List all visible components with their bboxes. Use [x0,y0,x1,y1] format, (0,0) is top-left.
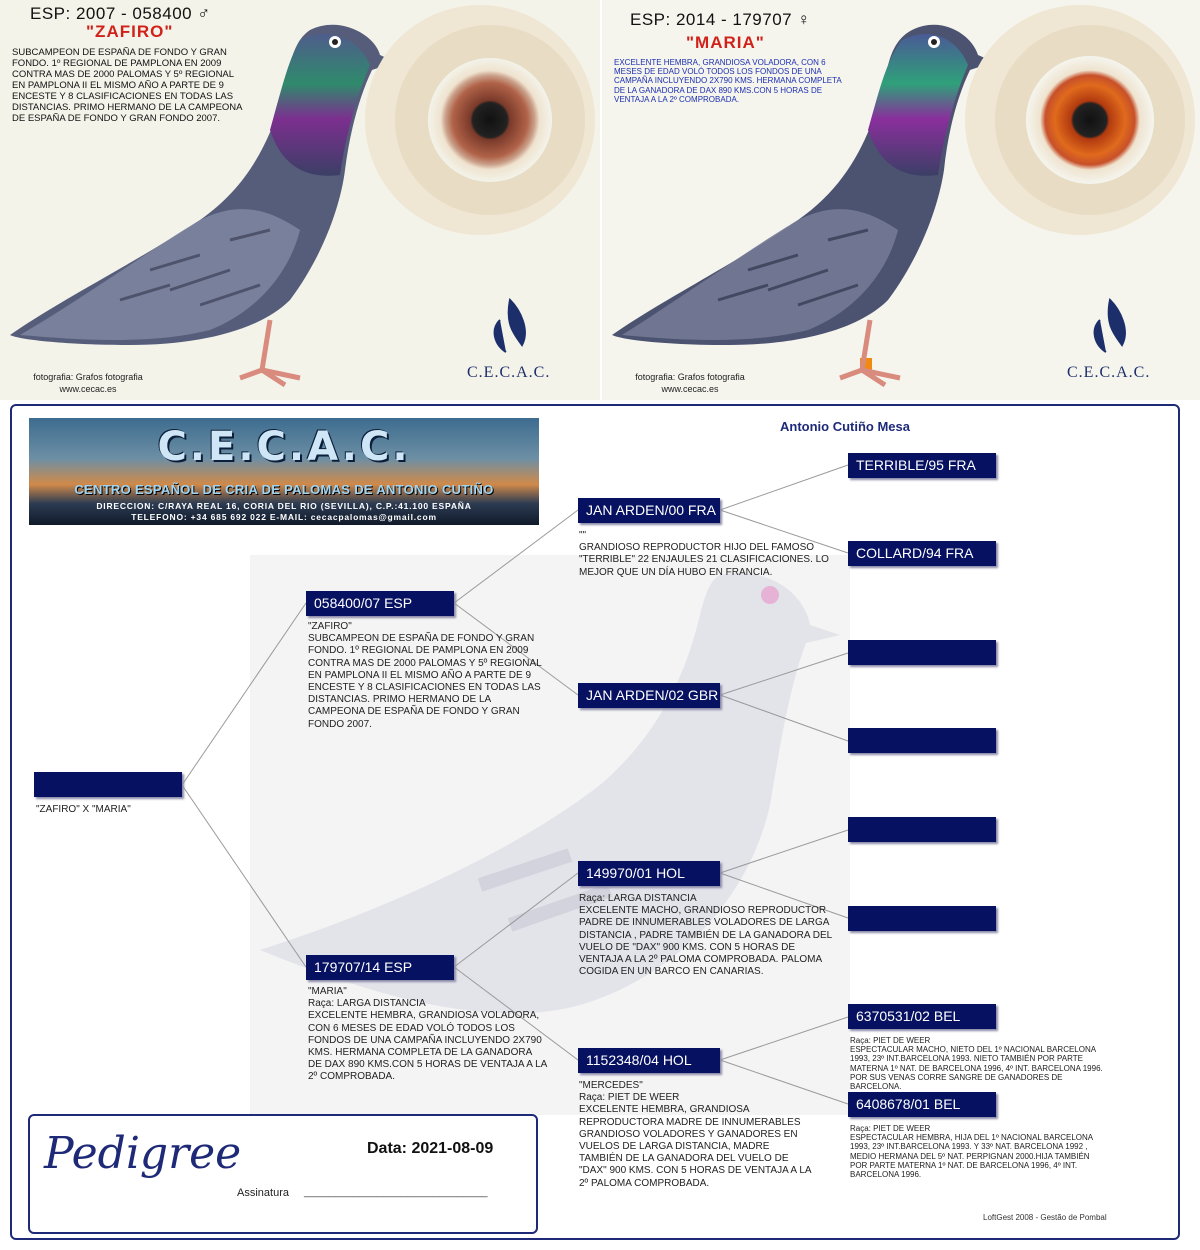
banner-address: DIRECCION: C/RAYA REAL 16, CORIA DEL RIO (SEVILLA), C.P.:41.100 ESPAÑA [96,501,472,511]
dam-dam-ring-box[interactable]: 1152348/04 HOL [578,1048,720,1073]
website-text: www.cecac.es [661,384,719,394]
zafiro-ring-number: ESP: 2007 - 058400 ♂ [30,4,211,23]
sire-dam-sire-ring-box[interactable] [848,640,996,665]
banner-title: C.E.C.A.C. [157,424,411,470]
dam-dam-description: "MERCEDES" Raça: PIET DE WEER EXCELENTE HEMBRA, GRANDIOSA REPRODUCTORA MADRE DE INNUMERABLES GRANDIOSO VOLADORES Y GANADORES EN VUELOS DE LARGA DISTANCIA, MADRE TAMBIÉN DE LA GANADORA DEL VUELO DE "DAX" 900 KMS. CON 5 HORAS DE VENTAJA A LA 2º PALOMA COMPROBADA. [579,1080,811,1189]
banner-subtitle: CENTRO ESPAÑOL DE CRIA DE PALOMAS DE ANTONIO CUTIÑO [74,482,494,497]
sire-sire-sire-ring-box[interactable]: TERRIBLE/95 FRA [848,453,996,478]
photo-credit-text: fotografia: Grafos fotografia [635,372,745,382]
sire-dam-dam-ring-box[interactable] [848,728,996,753]
signature-label: Assinatura [237,1187,289,1199]
dam-dam-dam-description: Raça: PIET DE WEER ESPECTACULAR HEMBRA, HIJA DEL 1º NACIONAL BARCELONA 1993, 23º INT.BARCELONA 1993. Y 33º NAT. BARCELONA 1992 , MEDIO HERMANA DEL 5º NAT. PERPIGNAN 2000.HIJA TAMBIÉN POR PARTE MATERNA 1º NAT. DE BARCELONA 1996, 4º INT. BARCELONA 1996. [850,1124,1093,1180]
maria-description: EXCELENTE HEMBRA, GRANDIOSA VOLADORA, CON 6 MESES DE EDAD VOLÓ TODOS LOS FONDOS DE UNA CAMPAÑA INCLUYENDO 2X790 KMS. HERMANA COMPLETA DE LA GANADORA DE DAX 890 KMS.CON 5 HORAS DE VENTAJA A LA 2º COMPROBADA. [614,58,842,104]
dam-sire-dam-ring-box[interactable] [848,906,996,931]
dam-dam-sire-description: Raça: PIET DE WEER ESPECTACULAR MACHO, NIETO DEL 1º NACIONAL BARCELONA 1993, 23º INT.BARCELONA 1993. NIETO TAMBIÉN POR PARTE MATERNA 1º NAT. DE BARCELONA 1996, 4º INT. BARCELONA 1996. POR SUS VENAS CORRE SANGRE DE GANADORES DE BARCELONA. [850,1036,1103,1092]
photo-credit-text: fotografia: Grafos fotografia [33,372,143,382]
dam-ring-box[interactable]: 179707/14 ESP [306,955,454,980]
dam-dam-dam-ring-box[interactable]: 6408678/01 BEL [848,1092,996,1117]
sire-sire-dam-ring-box[interactable]: COLLARD/94 FRA [848,541,996,566]
cecac-logo: C.E.C.A.C. [1067,364,1151,381]
dam-dam-sire-ring-box[interactable]: 6370531/02 BEL [848,1004,996,1029]
website-text: www.cecac.es [59,384,117,394]
sire-dam-ring-box[interactable]: JAN ARDEN/02 GBR [578,683,720,708]
subject-parents-text: "ZAFIRO" X "MARIA" [36,804,131,815]
zafiro-description: SUBCAMPEON DE ESPAÑA DE FONDO Y GRAN FONDO. 1º REGIONAL DE PAMPLONA EN 2009 CONTRA MAS DE 2000 PALOMAS Y 5º REGIONAL EN PAMPLONA II EL MISMO AÑO A PARTE DE 9 ENCESTE Y 8 CLASIFICACIONES EN TODAS LAS DISTANCIAS. PRIMO HERMANO DE LA CAMPEONA DE ESPAÑA DE FONDO Y GRAN FONDO 2007. [12,47,242,124]
sire-description: "ZAFIRO" SUBCAMPEON DE ESPAÑA DE FONDO Y GRAN FONDO. 1º REGIONAL DE PAMPLONA EN 2009 CONTRA MAS DE 2000 PALOMAS Y 5º REGIONAL EN PAMPLONA II EL MISMO AÑO A PARTE DE 9 ENCESTE Y 8 CLASIFICACIONES EN TODAS LAS DISTANCIAS. PRIMO HERMANO DE LA CAMPEONA DE ESPAÑA DE FONDO Y GRAN FONDO 2007. [308,621,542,730]
zafiro-name: "ZAFIRO" [86,22,174,41]
maria-ring-number: ESP: 2014 - 179707 ♀ [630,10,811,29]
owner-name: Antonio Cutiño Mesa [780,419,910,434]
software-credit: LoftGest 2008 - Gestão de Pombal [983,1213,1107,1222]
maria-name: "MARIA" [686,33,765,52]
dam-description: "MARIA" Raça: LARGA DISTANCIA EXCELENTE HEMBRA, GRANDIOSA VOLADORA, CON 6 MESES DE EDAD VOLÓ TODOS LOS FONDOS DE UNA CAMPAÑA INCLUYENDO 2X790 KMS. HERMANA COMPLETA DE LA GANADORA DE DAX 890 KMS.CON 5 HORAS DE VENTAJA A LA 2º COMPROBADA. [308,986,547,1083]
sire-ring-box[interactable]: 058400/07 ESP [306,591,454,616]
cecac-logo: C.E.C.A.C. [467,364,551,381]
pedigree-label: Pedigree [44,1128,242,1179]
pedigree-date: Data: 2021-08-09 [367,1140,494,1157]
dam-sire-sire-ring-box[interactable] [848,817,996,842]
dam-sire-description: Raça: LARGA DISTANCIA EXCELENTE MACHO, GRANDIOSO REPRODUCTOR PADRE DE INNUMERABLES VOLADORES DE LARGA DISTANCIA , PADRE TAMBIÉN DE LA GANADORA DEL VUELO DE "DAX" 900 KMS. CON 5 HORAS DE VENTAJA A LA 2º PALOMA COMPROBADA. PALOMA COGIDA EN UN BARCO EN CANARIAS. [579,893,832,978]
signature-line[interactable]: ______________________________ [304,1186,488,1198]
dam-sire-ring-box[interactable]: 149970/01 HOL [578,861,720,886]
subject-ring-box[interactable] [34,772,182,797]
banner-contact: TELEFONO: +34 685 692 022 E-MAIL: cecacpalomas@gmail.com [131,512,437,522]
sire-sire-description: "" GRANDIOSO REPRODUCTOR HIJO DEL FAMOSO "TERRIBLE" 22 ENJAULES 21 CLASIFICACIONES. LO MEJOR QUE UN DÍA HUBO EN FRANCIA. [579,530,829,578]
sire-sire-ring-box[interactable]: JAN ARDEN/00 FRA [578,498,720,523]
